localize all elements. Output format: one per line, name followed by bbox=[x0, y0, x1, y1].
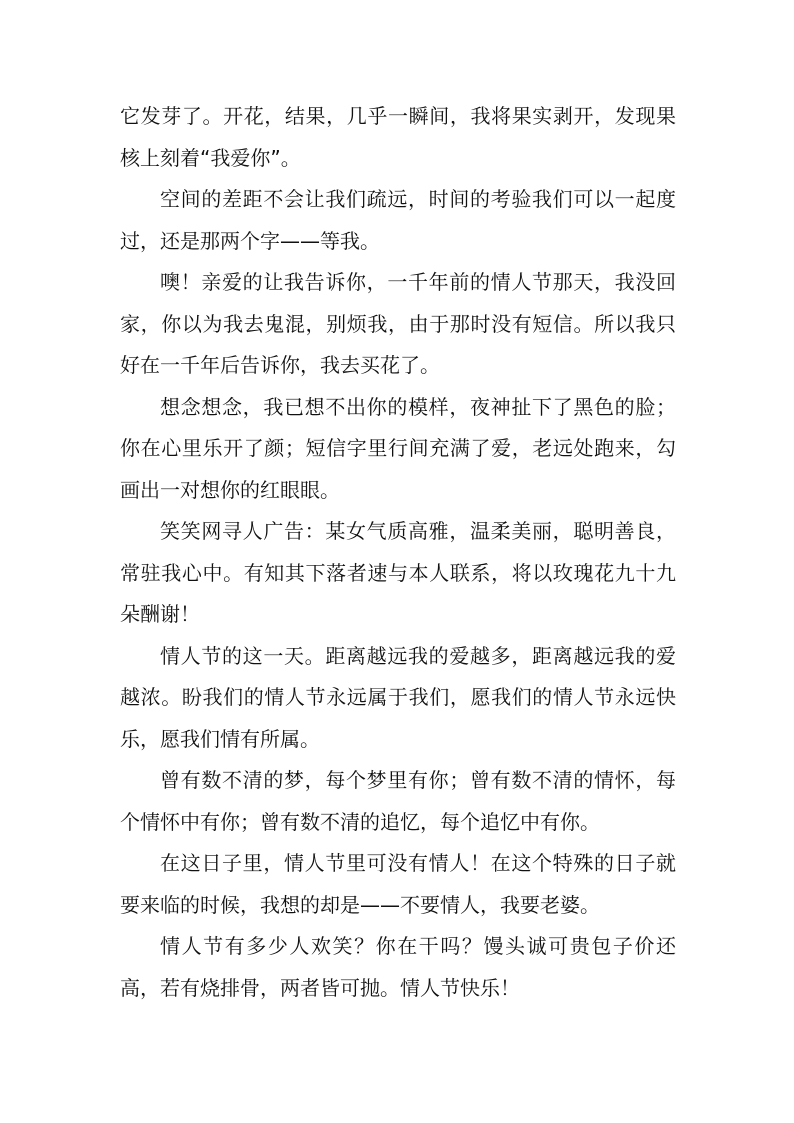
paragraph: 曾有数不清的梦，每个梦里有你；曾有数不清的情怀，每个情怀中有你；曾有数不清的追忆，每个追忆中有你。 bbox=[120, 768, 676, 834]
paragraph: 情人节的这一天。距离越远我的爱越多，距离越远我的爱越浓。盼我们的情人节永远属于我们，愿我们的情人节永远快乐，愿我们情有所属。 bbox=[120, 643, 676, 751]
paragraph: 笑笑网寻人广告：某女气质高雅，温柔美丽，聪明善良，常驻我心中。有知其下落者速与本人联系，将以玫瑰花九十九朵酬谢！ bbox=[120, 519, 676, 626]
document-body bbox=[120, 96, 676, 1009]
paragraph: 它发芽了。开花，结果，几乎一瞬间，我将果实剥开，发现果核上刻着“我爱你”。 bbox=[120, 104, 676, 170]
paragraph: 情人节有多少人欢笑？你在干吗？馒头诚可贵包子价还高，若有烧排骨，两者皆可抛。情人节快乐！ bbox=[120, 934, 676, 1000]
paragraph: 噢！亲爱的让我告诉你，一千年前的情人节那天，我没回家，你以为我去鬼混，别烦我，由于那时没有短信。所以我只好在一千年后告诉你，我去买花了。 bbox=[120, 270, 676, 377]
paragraph: 想念想念，我已想不出你的模样，夜神扯下了黑色的脸；你在心里乐开了颜；短信字里行间充满了爱，老远处跑来，勾画出一对想你的红眼眼。 bbox=[120, 394, 676, 502]
paragraph: 空间的差距不会让我们疏远，时间的考验我们可以一起度过，还是那两个字——等我。 bbox=[120, 187, 676, 253]
paragraph: 在这日子里，情人节里可没有情人！在这个特殊的日子就要来临的时候，我想的却是——不要情人，我要老婆。 bbox=[120, 851, 676, 917]
